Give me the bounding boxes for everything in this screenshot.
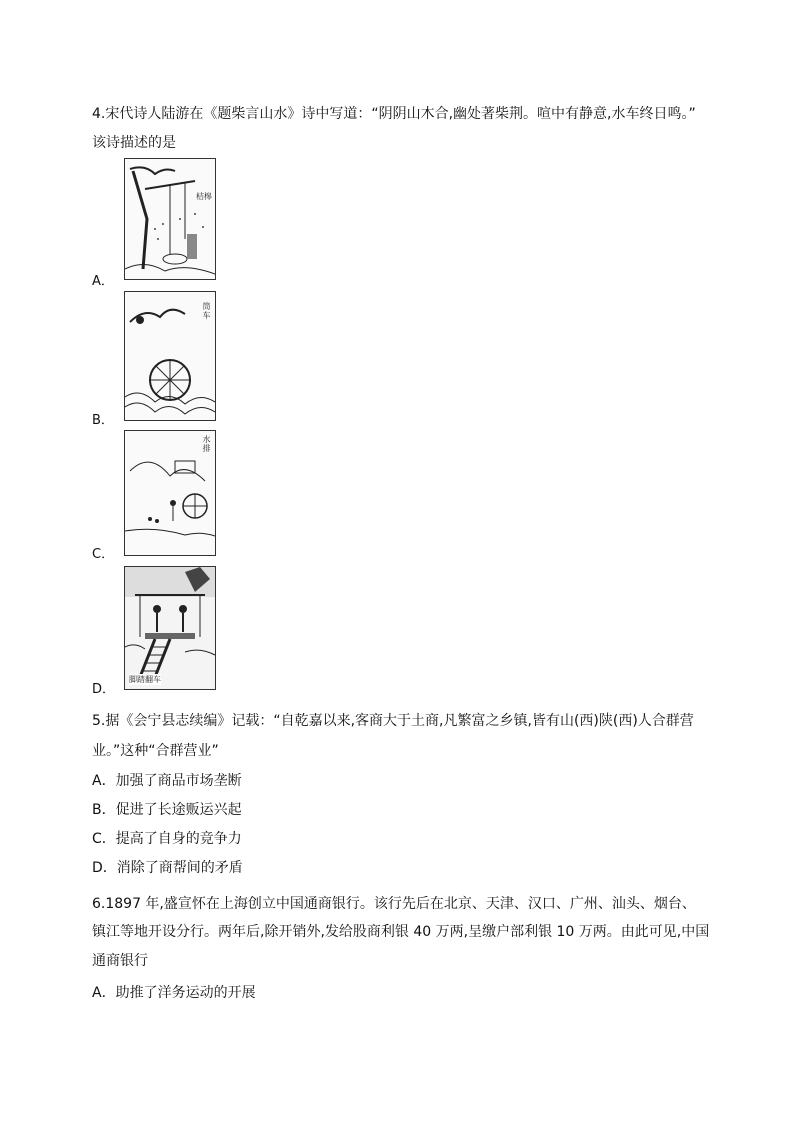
option-d-illustration: [124, 566, 216, 690]
q5-stem-line1: 5.据《会宁县志续编》记载：“自乾嘉以来,客商大于土商,凡繁富之乡镇,皆有山(西)陕(西)人合群营: [92, 713, 694, 729]
q5-stem-line2: 业。”这种“合群营业”: [92, 743, 219, 759]
q6-option-a[interactable]: A．助推了洋务运动的开展: [92, 985, 256, 1001]
option-c-caption: 水排: [202, 435, 211, 453]
option-c-illustration: [124, 430, 216, 556]
q5-option-a[interactable]: A．加强了商品市场垄断: [92, 773, 242, 789]
option-b-label[interactable]: B．: [92, 413, 114, 428]
q4-stem-line2: 该诗描述的是: [92, 135, 176, 151]
option-d-caption: 脚踏翻车: [129, 675, 161, 684]
q5-option-c[interactable]: C．提高了自身的竞争力: [92, 831, 242, 847]
q5-option-b[interactable]: B．促进了长途贩运兴起: [92, 802, 242, 818]
option-c-label[interactable]: C．: [92, 547, 115, 562]
q6-stem-line2: 镇江等地开设分行。两年后,除开销外,发给股商利银 40 万两,呈缴户部利银 10 万两。由此可见,中国: [92, 924, 710, 940]
option-d-label[interactable]: D．: [92, 682, 116, 697]
option-a-illustration: [124, 158, 216, 280]
q5-option-d[interactable]: D．消除了商帮间的矛盾: [92, 860, 243, 876]
q6-stem-line3: 通商银行: [92, 953, 148, 969]
option-a-label[interactable]: A．: [92, 274, 114, 289]
q6-stem-line1: 6.1897 年,盛宣怀在上海创立中国通商银行。该行先后在北京、天津、汉口、广州、汕头、烟台、: [92, 896, 696, 912]
q4-stem-line1: 4.宋代诗人陆游在《题柴言山水》诗中写道：“阴阴山木合,幽处著柴荆。喧中有静意,水车终日鸣。”: [92, 106, 696, 122]
option-b-illustration: [124, 291, 216, 421]
option-a-caption: 桔槔: [196, 192, 212, 201]
option-b-caption: 筒车: [202, 302, 211, 320]
